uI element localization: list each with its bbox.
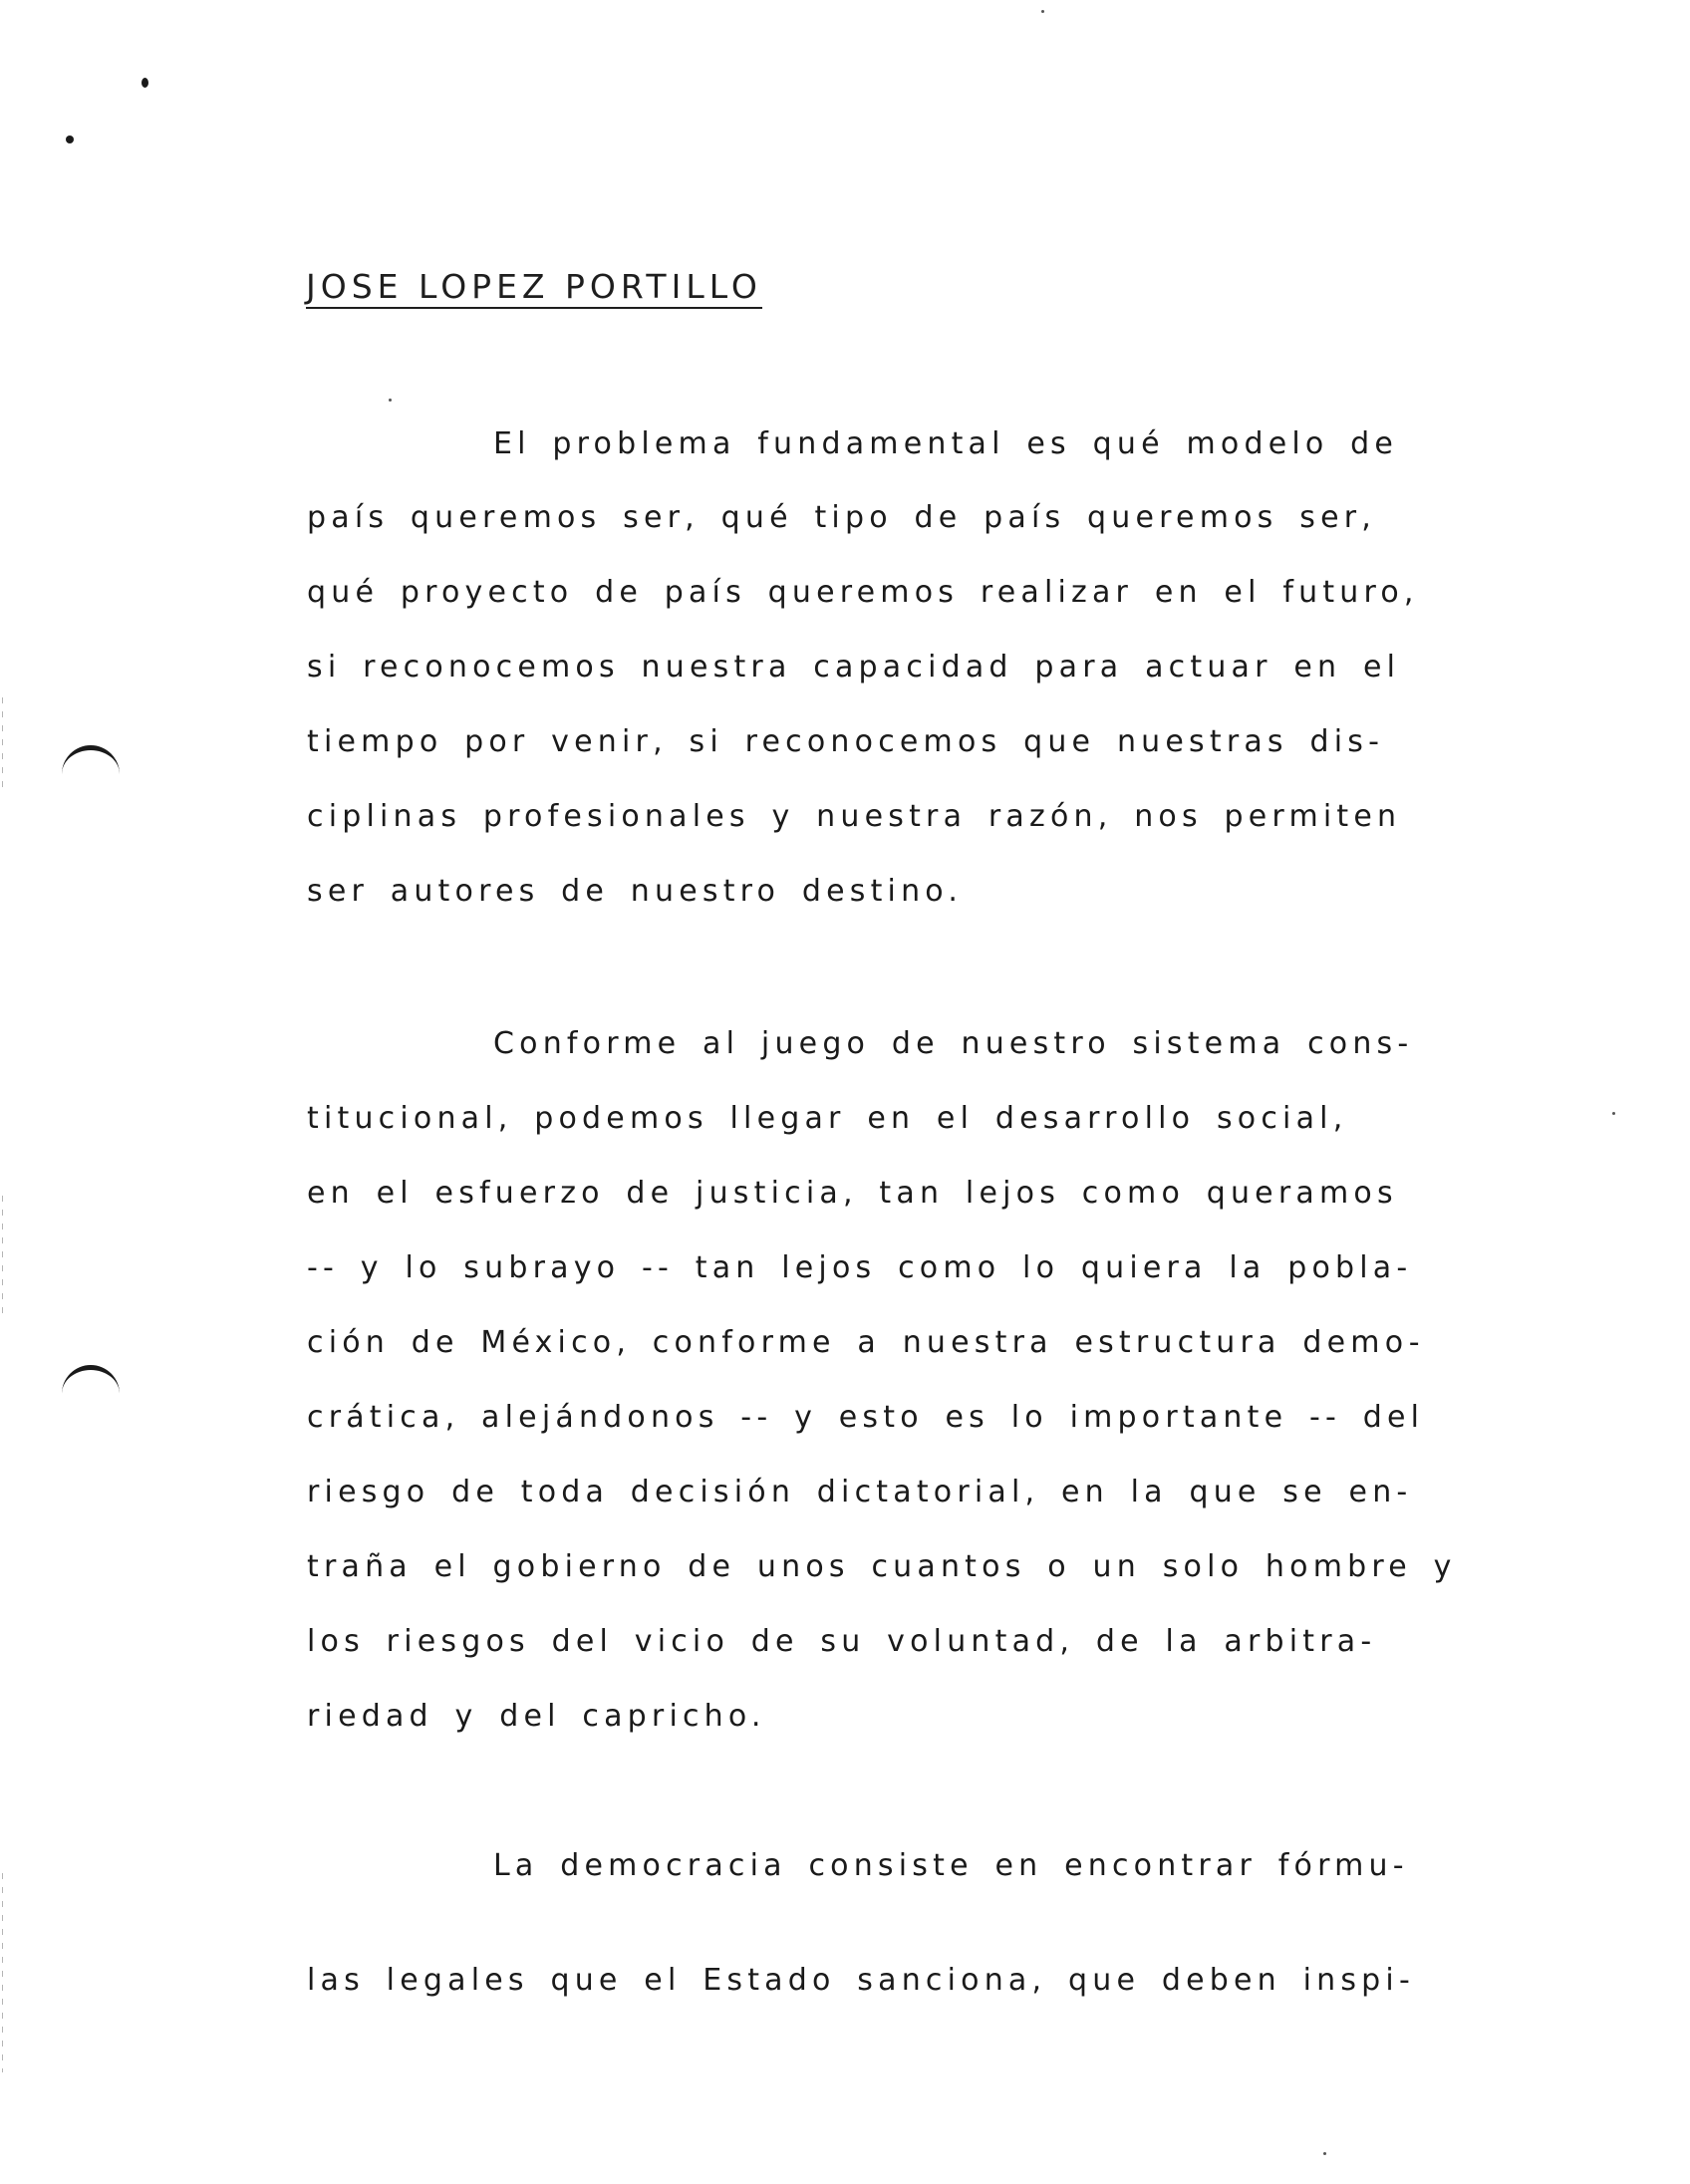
text-line: La democracia consiste en encontrar fórmu- xyxy=(493,1848,1409,1883)
text-line: riesgo de toda decisión dictatorial, en la que se en- xyxy=(307,1475,1413,1509)
text-line: -- y lo subrayo -- tan lejos como lo quiera la pobla- xyxy=(307,1250,1413,1285)
text-line: crática, alejándonos -- y esto es lo importante -- del xyxy=(307,1400,1425,1435)
text-line: titucional, podemos llegar en el desarrollo social, xyxy=(307,1101,1348,1136)
text-line: las legales que el Estado sanciona, que deben inspi- xyxy=(307,1963,1415,1998)
text-line: ciplinas profesionales y nuestra razón, nos permiten xyxy=(307,799,1402,834)
text-line: ción de México, conforme a nuestra estructura demo- xyxy=(307,1325,1425,1360)
text-line: qué proyecto de país queremos realizar en el futuro, xyxy=(307,575,1419,610)
text-line: traña el gobierno de unos cuantos o un solo hombre y xyxy=(307,1549,1457,1584)
scan-speck xyxy=(389,399,392,402)
scan-edge xyxy=(2,1873,3,2072)
scan-speck xyxy=(1041,10,1044,13)
text-line: los riesgos del vicio de su voluntad, de la arbitra- xyxy=(307,1624,1377,1659)
text-line: riedad y del capricho. xyxy=(307,1699,766,1734)
text-line: en el esfuerzo de justicia, tan lejos como queramos xyxy=(307,1176,1398,1211)
text-line: ser autores de nuestro destino. xyxy=(307,874,964,909)
text-line: si reconocemos nuestra capacidad para actuar en el xyxy=(307,650,1401,684)
scan-speck xyxy=(1612,1112,1615,1115)
punch-hole-mark xyxy=(62,745,120,803)
scan-edge xyxy=(2,697,3,787)
text-line: El problema fundamental es qué modelo de xyxy=(493,426,1399,461)
document-title: JOSE LOPEZ PORTILLO xyxy=(306,267,762,309)
text-line: país queremos ser, qué tipo de país queremos ser, xyxy=(307,500,1377,535)
scan-speck xyxy=(1323,2152,1326,2155)
text-line: tiempo por venir, si reconocemos que nuestras dis- xyxy=(307,724,1385,759)
text-line: Conforme al juego de nuestro sistema cons- xyxy=(493,1026,1414,1061)
scan-edge xyxy=(2,1196,3,1315)
scan-dot xyxy=(141,78,148,88)
punch-hole-mark xyxy=(62,1365,120,1423)
scan-dot xyxy=(66,136,74,143)
